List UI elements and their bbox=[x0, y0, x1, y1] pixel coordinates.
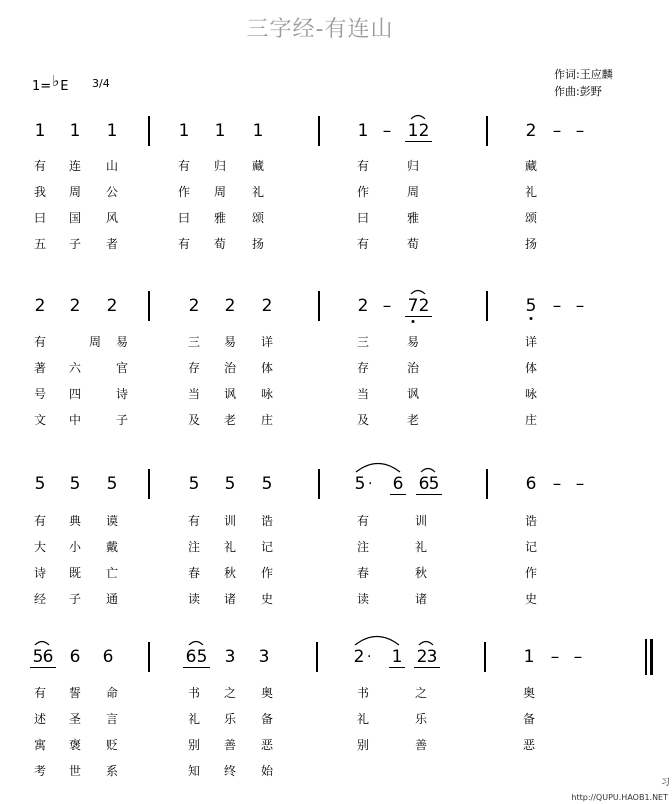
lyric: 有 bbox=[356, 237, 369, 251]
slur bbox=[411, 291, 425, 295]
lyric: 咏 bbox=[260, 387, 273, 401]
lyric: 易 bbox=[406, 335, 419, 349]
lyric: 当 bbox=[187, 387, 200, 401]
lyric: 颂 bbox=[251, 211, 264, 225]
lyric: 礼 bbox=[414, 540, 427, 554]
lyric: 治 bbox=[406, 361, 419, 375]
note: 1 bbox=[357, 121, 369, 141]
lyric: 述 bbox=[33, 712, 46, 726]
lyric: 读 bbox=[356, 592, 369, 606]
lyric: 诗 bbox=[33, 566, 46, 580]
lyric: 书 bbox=[187, 686, 200, 700]
lyric: 及 bbox=[187, 413, 200, 427]
note: 5 bbox=[69, 474, 81, 494]
lyric: 易 bbox=[223, 335, 236, 349]
lyric: 善 bbox=[414, 738, 427, 752]
lyric: 始 bbox=[260, 764, 273, 778]
note: 5 bbox=[261, 474, 273, 494]
lyric: 有 bbox=[33, 686, 46, 700]
dash: – bbox=[382, 121, 392, 141]
lyric: 读 bbox=[187, 592, 200, 606]
note: 2 bbox=[357, 296, 369, 316]
note: 2 bbox=[188, 296, 200, 316]
note: 6 bbox=[390, 474, 406, 495]
lyric: 详 bbox=[260, 335, 273, 349]
lyric: 著 bbox=[33, 361, 46, 375]
lyric: 知 bbox=[187, 764, 200, 778]
lyric: 既 bbox=[68, 566, 81, 580]
note: 1 bbox=[389, 647, 405, 668]
lyric: 礼 bbox=[524, 185, 537, 199]
lyric: 终 bbox=[223, 764, 236, 778]
lyric: 有 bbox=[356, 159, 369, 173]
lyric: 别 bbox=[356, 738, 369, 752]
note: 1 bbox=[106, 121, 118, 141]
lyric: 有 bbox=[177, 159, 190, 173]
note: 2 bbox=[525, 121, 537, 141]
note: 2 bbox=[224, 296, 236, 316]
lyric: 系 bbox=[105, 764, 118, 778]
lyric: 文 bbox=[33, 413, 46, 427]
note: 1 bbox=[69, 121, 81, 141]
slur bbox=[419, 642, 433, 646]
note: 6 bbox=[525, 474, 537, 494]
note: 5 bbox=[354, 474, 366, 494]
lyric: 之 bbox=[414, 686, 427, 700]
lyric: 别 bbox=[187, 738, 200, 752]
lyric: 扬 bbox=[251, 237, 264, 251]
note: 6 bbox=[102, 647, 114, 667]
note: 2 bbox=[414, 647, 430, 668]
note: 1 bbox=[252, 121, 264, 141]
lyric: 存 bbox=[356, 361, 369, 375]
lyric: 注 bbox=[356, 540, 369, 554]
lyric: 雅 bbox=[213, 211, 226, 225]
lyric: 之 bbox=[223, 686, 236, 700]
lyric: 秋 bbox=[223, 566, 236, 580]
lyric: 连 bbox=[68, 159, 81, 173]
note: 5 bbox=[194, 647, 210, 668]
lyric: 亡 bbox=[105, 566, 118, 580]
lyric: 圣 bbox=[68, 712, 81, 726]
lyric: 藏 bbox=[524, 159, 537, 173]
augmentation-dot: · bbox=[368, 476, 373, 492]
lyric: 备 bbox=[260, 712, 273, 726]
lyric: 我 bbox=[33, 185, 46, 199]
lyric: 有 bbox=[177, 237, 190, 251]
lyric: 礼 bbox=[187, 712, 200, 726]
lyric: 当 bbox=[356, 387, 369, 401]
flat-sign: ♭ bbox=[52, 72, 60, 90]
key-tonic: E bbox=[60, 79, 69, 94]
lyric: 寓 bbox=[33, 738, 46, 752]
dash: – bbox=[575, 296, 585, 316]
lyric: 三 bbox=[356, 335, 369, 349]
lyric: 礼 bbox=[223, 540, 236, 554]
note: 1 bbox=[405, 121, 421, 142]
lyric: 训 bbox=[414, 514, 427, 528]
lyric: 三 bbox=[187, 335, 200, 349]
dash: – bbox=[552, 121, 562, 141]
note: 6 bbox=[69, 647, 81, 667]
lyric: 周 bbox=[68, 185, 81, 199]
note: 1 bbox=[523, 647, 535, 667]
lyric: 礼 bbox=[251, 185, 264, 199]
slur bbox=[421, 469, 435, 473]
lyric: 训 bbox=[223, 514, 236, 528]
watermark-url: http://QUPU.HAOB1.NET bbox=[571, 793, 668, 802]
lyric: 恶 bbox=[522, 738, 535, 752]
lyric: 书 bbox=[356, 686, 369, 700]
dash: – bbox=[575, 121, 585, 141]
lyric: 号 bbox=[33, 387, 46, 401]
dash: – bbox=[552, 474, 562, 494]
lyric: 六 bbox=[68, 361, 81, 375]
lyric: 誓 bbox=[68, 686, 81, 700]
note: 5 bbox=[188, 474, 200, 494]
note: 1 bbox=[178, 121, 190, 141]
lyric: 荀 bbox=[213, 237, 226, 251]
lyric: 乐 bbox=[223, 712, 236, 726]
lyric: 命 bbox=[105, 686, 118, 700]
lyric: 谟 bbox=[105, 514, 118, 528]
lyric: 讽 bbox=[406, 387, 419, 401]
lyric: 四 bbox=[68, 387, 81, 401]
dash: – bbox=[573, 647, 583, 667]
lyric: 子 bbox=[115, 413, 128, 427]
lyric: 戴 bbox=[105, 540, 118, 554]
lyric: 有 bbox=[33, 159, 46, 173]
lyric: 老 bbox=[406, 413, 419, 427]
lyric: 归 bbox=[213, 159, 226, 173]
lyric: 通 bbox=[105, 592, 118, 606]
note: 6 bbox=[416, 474, 432, 495]
lyric: 言 bbox=[105, 712, 118, 726]
lyric: 扬 bbox=[524, 237, 537, 251]
lyric: 诰 bbox=[524, 514, 537, 528]
lyric: 中 bbox=[68, 413, 81, 427]
slur bbox=[35, 642, 49, 646]
lyric: 体 bbox=[260, 361, 273, 375]
lyric: 作 bbox=[260, 566, 273, 580]
lyric: 记 bbox=[260, 540, 273, 554]
lyric: 庄 bbox=[260, 413, 273, 427]
lyric: 详 bbox=[524, 335, 537, 349]
lyric: 恶 bbox=[260, 738, 273, 752]
note: 1 bbox=[214, 121, 226, 141]
lyric: 五 bbox=[33, 237, 46, 251]
lyric: 作 bbox=[356, 185, 369, 199]
lyric: 雅 bbox=[406, 211, 419, 225]
lyric: 褒 bbox=[68, 738, 81, 752]
lyric: 颂 bbox=[524, 211, 537, 225]
note: 5 bbox=[106, 474, 118, 494]
augmentation-dot: · bbox=[367, 649, 372, 665]
lyric: 治 bbox=[223, 361, 236, 375]
lyric: 善 bbox=[223, 738, 236, 752]
lyric: 奥 bbox=[522, 686, 535, 700]
note: 2 bbox=[69, 296, 81, 316]
note-value: 7 bbox=[407, 296, 419, 316]
slur bbox=[355, 637, 399, 646]
lyric: 藏 bbox=[251, 159, 264, 173]
lyric: 荀 bbox=[406, 237, 419, 251]
lyric: 官 bbox=[115, 361, 128, 375]
composer-credit: 作曲:彭野 bbox=[554, 85, 602, 98]
lyric: 公 bbox=[105, 185, 118, 199]
lyric: 曰 bbox=[33, 211, 46, 225]
lyric: 子 bbox=[68, 237, 81, 251]
note: 2 bbox=[353, 647, 365, 667]
lyric: 春 bbox=[356, 566, 369, 580]
lyric: 作 bbox=[177, 185, 190, 199]
lyric: 有 bbox=[187, 514, 200, 528]
note: 6 bbox=[183, 647, 199, 668]
slur bbox=[189, 642, 203, 646]
lyric: 曰 bbox=[356, 211, 369, 225]
lyric: 乐 bbox=[414, 712, 427, 726]
lyric: 咏 bbox=[524, 387, 537, 401]
lyric: 大 bbox=[33, 540, 46, 554]
note: 5 bbox=[30, 647, 46, 668]
lyric: 及 bbox=[356, 413, 369, 427]
lyric: 考 bbox=[33, 764, 46, 778]
lyric: 贬 bbox=[105, 738, 118, 752]
lyric: 世 bbox=[68, 764, 81, 778]
note: 2 bbox=[34, 296, 46, 316]
lyric: 有 bbox=[356, 514, 369, 528]
note: 3 bbox=[424, 647, 440, 668]
lyric: 子 bbox=[68, 592, 81, 606]
lyricist-credit: 作词:王应麟 bbox=[554, 68, 613, 81]
lyric: 奥 bbox=[260, 686, 273, 700]
lyric: 礼 bbox=[356, 712, 369, 726]
lyric: 周 bbox=[88, 335, 101, 349]
lyric: 诰 bbox=[260, 514, 273, 528]
lyric: 春 bbox=[187, 566, 200, 580]
corner-glyph: 习 bbox=[660, 778, 670, 788]
lyric: 老 bbox=[223, 413, 236, 427]
lyric: 经 bbox=[33, 592, 46, 606]
lyric: 周 bbox=[406, 185, 419, 199]
dash: – bbox=[550, 647, 560, 667]
lyric: 曰 bbox=[177, 211, 190, 225]
lyric: 归 bbox=[406, 159, 419, 173]
lyric: 者 bbox=[105, 237, 118, 251]
note: 3 bbox=[258, 647, 270, 667]
lyric: 史 bbox=[260, 592, 273, 606]
note: 2 bbox=[416, 296, 432, 317]
time-signature: 3/4 bbox=[92, 77, 110, 90]
note: 1 bbox=[34, 121, 46, 141]
song-title: 三字经-有连山 bbox=[246, 17, 394, 42]
slur bbox=[356, 464, 400, 473]
lyric: 记 bbox=[524, 540, 537, 554]
lyric: 周 bbox=[213, 185, 226, 199]
lyric: 典 bbox=[68, 514, 81, 528]
lyric: 秋 bbox=[414, 566, 427, 580]
dash: – bbox=[552, 296, 562, 316]
note: 2 bbox=[416, 121, 432, 142]
lyric: 庄 bbox=[524, 413, 537, 427]
note-value: 5 bbox=[525, 296, 537, 316]
note: 2 bbox=[261, 296, 273, 316]
lyric: 存 bbox=[187, 361, 200, 375]
note: 2 bbox=[106, 296, 118, 316]
lyric: 易 bbox=[115, 335, 128, 349]
lyric: 史 bbox=[524, 592, 537, 606]
lyric: 诸 bbox=[223, 592, 236, 606]
lyric: 国 bbox=[68, 211, 81, 225]
lyric: 有 bbox=[33, 514, 46, 528]
lyric: 讽 bbox=[223, 387, 236, 401]
lyric: 注 bbox=[187, 540, 200, 554]
lyric: 风 bbox=[105, 211, 118, 225]
note: 6 bbox=[40, 647, 56, 668]
lyric: 小 bbox=[68, 540, 81, 554]
lyric: 备 bbox=[522, 712, 535, 726]
slur bbox=[411, 116, 425, 120]
lyric: 诗 bbox=[115, 387, 128, 401]
note: 5 bbox=[426, 474, 442, 495]
lyric: 作 bbox=[524, 566, 537, 580]
note: 5 bbox=[34, 474, 46, 494]
dash: – bbox=[575, 474, 585, 494]
key-prefix: 1= bbox=[32, 79, 52, 94]
lyric: 诸 bbox=[414, 592, 427, 606]
note: 5 bbox=[224, 474, 236, 494]
note: 3 bbox=[224, 647, 236, 667]
lyric: 有 bbox=[33, 335, 46, 349]
dash: – bbox=[382, 296, 392, 316]
lyric: 山 bbox=[105, 159, 118, 173]
lyric: 体 bbox=[524, 361, 537, 375]
